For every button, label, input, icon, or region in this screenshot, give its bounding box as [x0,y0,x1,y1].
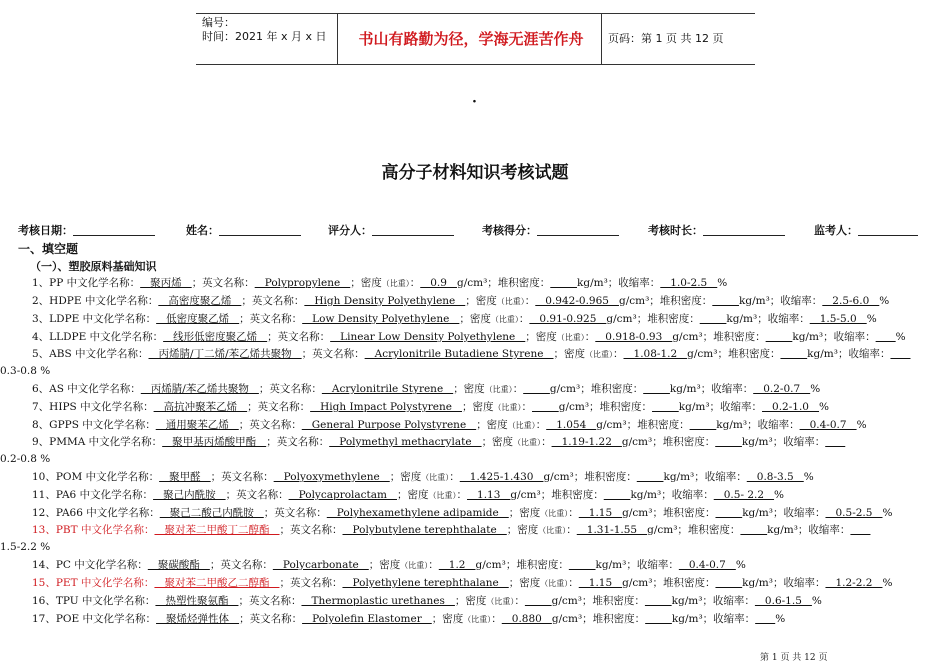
item-density-label: ；密度 [397,489,429,501]
item-english-label: ；英文名称： [225,489,289,501]
item-chinese-name: 丙烯腈/丁二烯/苯乙烯共聚物 [148,348,302,360]
item-shrink-value [890,348,910,360]
item-chinese-name: 聚对苯二甲酸丁二醇酯 [154,524,280,536]
header-number: 编号： [202,16,235,29]
item-chinese-name: 高抗冲聚苯乙烯 [153,401,248,413]
item-shrink-label: kg/m³；收缩率： [595,559,679,571]
item-label: 15、PET 中文化学名称： [32,577,155,589]
item-percent: % [866,313,877,325]
item-english-name: High Density Polyethylene [304,295,466,307]
item-english-label: ；英文名称： [258,383,322,395]
item-colon: ： [512,383,524,395]
item-shrink-label: kg/m³；收缩率： [576,277,661,289]
item-shrink-value: 0.8-3.5 [746,471,804,483]
item-percent: % [819,401,829,413]
item-english-name: Thermoplastic urethanes [301,595,455,607]
item-shrink-label: kg/m³；收缩率： [792,331,876,343]
header-page-number: 页码：第 1 页 共 12 页 [608,32,724,45]
item-shrink-value: 0.5-2.5 [825,507,883,519]
item-english-name: Acrylonitrile Butadiene Styrene [364,348,554,360]
item-english-label: ；英文名称： [301,348,365,360]
item-bulk-value [569,559,596,571]
item-english-label: ；英文名称： [266,436,330,448]
item-continuation: 0.2-0.8 % [0,453,51,465]
item-shrink-value [755,613,775,625]
item-chinese-name: 聚对苯二甲酸乙二醇酯 [154,577,280,589]
item-bulk-label: g/cm³；堆积密度： [647,524,741,536]
item-ratio-label: （比重） [585,350,613,359]
page-header [196,13,755,65]
item-label: 3、LDPE 中文化学名称： [32,313,157,325]
item-shrink-label: kg/m³；收缩率： [807,348,891,360]
item-shrink-label: kg/m³；收缩率： [742,577,826,589]
item-bulk-label: g/cm³；堆积密度： [510,489,604,501]
item-ratio-label: （比重） [421,473,450,482]
item-shrink-label: kg/m³；收缩率： [678,401,763,413]
item-english-label: ；英文名称： [241,295,305,307]
item-chinese-name: 聚己二酸己内酰胺 [159,507,264,519]
item-bulk-value [740,524,767,536]
item-english-name: Low Density Polyethylene [302,313,460,325]
item-bulk-value [715,577,742,589]
item-colon: ： [521,401,533,413]
field-grader: 评分人： [328,222,454,238]
item-shrink-label: kg/m³；收缩率： [671,595,755,607]
item-shrink-value: 0.2-1.0 [762,401,820,413]
item-ratio-label: （比重） [381,279,410,288]
item-chinese-name: 通用聚苯乙烯 [155,419,239,431]
item-density-label: ；密度 [389,471,422,483]
item-bulk-label: g/cm³；堆积密度： [622,577,716,589]
item-bulk-value [712,295,739,307]
item-colon: ： [428,559,439,571]
item-bulk-value [550,277,577,289]
list-item [32,592,934,610]
item-density-label: ；密度 [506,524,539,536]
item-density-label: ；密度 [508,577,541,589]
item-density-value: 0.9 [420,277,457,289]
item-ratio-label: （比重） [400,561,429,570]
item-shrink-label: kg/m³；收缩率： [767,524,851,536]
item-bulk-label: g/cm³；堆积密度： [618,295,713,307]
item-label: 4、LLDPE 中文化学名称： [32,331,164,343]
item-english-name: Polyethylene terephthalane [342,577,509,589]
item-bulk-value [700,313,727,325]
item-colon: ： [568,577,579,589]
list-item [0,522,934,556]
item-shrink-value: 1.0-2.5 [660,277,718,289]
item-label: 1、PP 中文化学名称： [32,277,141,289]
item-density-label: ；密度 [368,559,401,571]
item-continuation: 0.3-0.8 % [0,365,51,377]
list-item [32,274,934,292]
list-item [32,610,934,628]
item-label: 16、TPU 中文化学名称： [32,595,156,607]
item-english-label: ；英文名称： [279,577,343,589]
item-chinese-name: 聚甲基丙烯酸甲酯 [162,436,267,448]
item-density-label: ；密度 [459,313,491,325]
list-item [0,434,934,468]
list-item [0,346,934,380]
item-density-value: 1.31-1.55 [576,524,648,536]
item-english-label: ；英文名称： [239,313,303,325]
item-bulk-label: g/cm³；堆积密度： [687,348,781,360]
item-bulk-value [637,471,664,483]
item-shrink-value: 0.4-0.7 [799,419,857,431]
item-label: 2、HDPE 中文化学名称： [32,295,159,307]
item-percent: % [879,295,890,307]
item-english-label: ；英文名称： [209,559,273,571]
item-ratio-label: （比重） [540,509,569,518]
item-english-name: Polyolefin Elastomer [302,613,432,625]
item-bulk-value [780,348,807,360]
item-shrink-label: kg/m³；收缩率： [669,383,754,395]
item-ratio-label: （比重） [493,403,522,412]
item-english-label: ；英文名称： [210,471,274,483]
item-bulk-label: g/cm³；堆积密度： [549,383,644,395]
item-bulk-label: g/cm³；堆积密度： [621,436,716,448]
item-shrink-value: 0.6-1.5 [754,595,812,607]
item-ratio-label: （比重） [496,297,525,306]
item-english-name: Polypropylene [254,277,351,289]
item-density-label: ；密度 [553,348,585,360]
item-chinese-name: 热塑性聚氨酯 [155,595,239,607]
field-date: 考核日期： [18,222,155,238]
item-bulk-value [604,489,631,501]
item-english-label: ；英文名称： [191,277,255,289]
item-percent: % [882,507,893,519]
item-english-label: ；英文名称： [263,507,327,519]
item-percent: % [803,471,814,483]
item-density-label: ；密度 [525,331,557,343]
item-bulk-value [645,613,672,625]
field-name: 姓名： [186,222,301,238]
center-dot: · [472,94,477,110]
item-label: 7、HIPS 中文化学名称： [32,401,154,413]
item-colon: ： [584,331,596,343]
item-shrink-value [850,524,870,536]
item-bulk-value [652,401,679,413]
item-label: 6、AS 中文化学名称： [32,383,141,395]
item-label: 17、POE 中文化学名称： [32,613,157,625]
list-item [32,310,934,328]
item-english-name: Polymethyl methacrylate [329,436,482,448]
list-item [32,416,934,434]
item-density-label: ；密度 [508,507,541,519]
item-colon: ： [518,313,530,325]
item-density-value: 1.425-1.430 [459,471,544,483]
item-ratio-label: （比重） [540,579,569,588]
item-density-value: 1.15 [578,577,623,589]
item-colon: ： [568,507,579,519]
item-density-value: 0.880 [501,613,552,625]
item-density-value: 1.08-1.2 [623,348,688,360]
item-english-name: Polyhexamethylene adipamide [326,507,509,519]
item-density-label: ；密度 [453,383,485,395]
question-list [0,274,934,628]
item-chinese-name: 聚己内酰胺 [153,489,226,501]
item-shrink-label: kg/m³；收缩率： [726,313,810,325]
item-chinese-name: 聚烯烃弹性体 [156,613,240,625]
item-shrink-value: 0.2-0.7 [753,383,811,395]
item-english-label: ；英文名称： [247,401,311,413]
item-colon: ： [449,471,460,483]
item-density-label: ；密度 [431,613,464,625]
item-english-name: Acrylonitrile Styrene [321,383,454,395]
item-density-label: ；密度 [481,436,514,448]
item-label: 8、GPPS 中文化学名称： [32,419,156,431]
list-item [32,468,934,486]
item-bulk-label: g/cm³；堆积密度： [456,277,551,289]
item-density-value: 0.91-0.925 [529,313,607,325]
field-proctor: 监考人： [814,222,918,238]
item-ratio-label: （比重） [428,491,457,500]
item-density-value [532,401,559,413]
item-chinese-name: 聚碳酸酯 [147,559,210,571]
item-colon: ： [491,613,502,625]
item-bulk-value [715,507,742,519]
item-english-name: High Impact Polystyrene [310,401,463,413]
item-english-label: ；英文名称： [238,419,302,431]
item-density-label: ；密度 [462,401,494,413]
item-bulk-label: g/cm³；堆积密度： [543,471,637,483]
item-shrink-value: 2.5-6.0 [822,295,880,307]
item-percent: % [717,277,728,289]
page-title: 高分子材料知识考核试题 [381,163,569,183]
item-shrink-value: 0.5- 2.2 [713,489,775,501]
item-bulk-value [645,595,672,607]
item-bulk-label: g/cm³；堆积密度： [551,595,645,607]
field-duration: 考核时长： [648,222,785,238]
item-english-name: General Purpose Polystyrene [301,419,477,431]
item-shrink-value [825,436,845,448]
page-footer: 第 1 页 共 12 页 [760,653,828,663]
item-colon: ： [535,419,547,431]
item-chinese-name: 高密度聚乙烯 [158,295,242,307]
item-shrink-value [876,331,896,343]
item-percent: % [775,613,786,625]
item-density-value [523,383,550,395]
item-bulk-value [766,331,793,343]
item-density-value: 0.942-0.965 [535,295,619,307]
item-ratio-label: （比重） [513,438,542,447]
item-shrink-label: kg/m³；收缩率： [663,471,747,483]
item-percent: % [774,489,785,501]
item-percent: % [811,595,822,607]
item-bulk-label: g/cm³；堆积密度： [622,507,716,519]
item-density-value: 0.918-0.93 [595,331,673,343]
item-bulk-value [715,436,742,448]
item-chinese-name: 聚甲醛 [159,471,211,483]
item-continuation: 1.5-2.2 % [0,541,51,553]
item-density-label: ；密度 [465,295,497,307]
item-ratio-label: （比重） [484,385,513,394]
item-ratio-label: （比重） [463,615,492,624]
item-label: 11、PA6 中文化学名称： [32,489,154,501]
item-shrink-label: kg/m³；收缩率： [716,419,800,431]
item-shrink-label: kg/m³；收缩率： [739,295,823,307]
item-density-value: 1.15 [578,507,623,519]
item-percent: % [856,419,867,431]
item-english-label: ；英文名称： [279,524,343,536]
header-meta [202,16,327,44]
item-density-label: ；密度 [454,595,487,607]
item-colon: ： [409,277,421,289]
item-colon: ： [566,524,577,536]
item-shrink-label: kg/m³；收缩率： [741,436,826,448]
item-english-name: Polycarbonate [272,559,369,571]
item-shrink-label: kg/m³；收缩率： [630,489,714,501]
item-ratio-label: （比重） [486,597,515,606]
list-item [32,504,934,522]
item-colon: ： [541,436,552,448]
item-shrink-value: 0.4-0.7 [678,559,736,571]
item-label: 9、PMMA 中文化学名称： [32,436,163,448]
item-colon: ： [456,489,468,501]
item-density-label: ；密度 [350,277,382,289]
item-percent: % [735,559,746,571]
item-density-value [525,595,552,607]
item-label: 5、ABS 中文化学名称： [32,348,149,360]
item-label: 12、PA66 中文化学名称： [32,507,160,519]
item-bulk-label: g/cm³；堆积密度： [558,401,653,413]
item-colon: ： [524,295,536,307]
item-ratio-label: （比重） [556,333,585,342]
list-item [32,380,934,398]
item-chinese-name: 线形低密度聚乙烯 [163,331,268,343]
item-ratio-label: （比重） [490,315,519,324]
list-item [32,556,934,574]
field-score: 考核得分： [482,222,619,238]
list-item [32,292,934,310]
list-item [32,398,934,416]
item-bulk-value [690,419,717,431]
item-bulk-label: g/cm³；堆积密度： [475,559,569,571]
item-colon: ： [613,348,624,360]
item-ratio-label: （比重） [538,526,567,535]
item-chinese-name: 丙烯腈/苯乙烯共聚物 [140,383,259,395]
item-label: 10、POM 中文化学名称： [32,471,160,483]
item-chinese-name: 聚丙烯 [140,277,192,289]
section-heading: 一、填空题 [18,242,79,256]
item-density-value: 1.2 [438,559,476,571]
item-english-name: Polycaprolactam [288,489,398,501]
item-bulk-label: g/cm³；堆积密度： [672,331,766,343]
item-bulk-label: g/cm³；堆积密度： [551,613,646,625]
item-english-name: Polyoxymethylene [273,471,390,483]
item-label: 13、PBT 中文化学名称： [32,524,155,536]
item-english-name: Linear Low Density Polyethylene [330,331,526,343]
list-item [32,328,934,346]
item-shrink-value: 1.2-2.2 [825,577,883,589]
item-english-label: ；英文名称： [238,595,302,607]
item-shrink-label: kg/m³；收缩率： [671,613,756,625]
item-chinese-name: 低密度聚乙烯 [156,313,240,325]
item-shrink-value: 1.5-5.0 [809,313,867,325]
header-divider [601,14,602,64]
item-density-label: ；密度 [476,419,508,431]
item-english-label: ；英文名称： [239,613,303,625]
header-motto: 书山有路勤为径，学海无涯苦作舟 [358,30,584,48]
item-density-value: 1.19-1.22 [551,436,622,448]
item-english-name: Polybutylene terephthalate [342,524,507,536]
item-bulk-label: g/cm³；堆积密度： [606,313,700,325]
item-density-value: 1.13 [467,489,511,501]
item-density-value: 1.054 [546,419,597,431]
subsection-heading: （一）、塑胶原料基础知识 [30,260,157,273]
item-label: 14、PC 中文化学名称： [32,559,148,571]
item-bulk-value [643,383,670,395]
item-english-label: ；英文名称： [267,331,331,343]
item-bulk-label: g/cm³；堆积密度： [596,419,690,431]
item-shrink-label: kg/m³；收缩率： [742,507,826,519]
item-colon: ： [514,595,525,607]
list-item [32,486,934,504]
item-ratio-label: （比重） [507,421,536,430]
header-time: 时间：2021 年 x 月 x 日 [202,30,327,43]
item-percent: % [810,383,821,395]
list-item [32,574,934,592]
item-percent: % [895,331,906,343]
item-percent: % [882,577,893,589]
header-divider [337,14,338,64]
